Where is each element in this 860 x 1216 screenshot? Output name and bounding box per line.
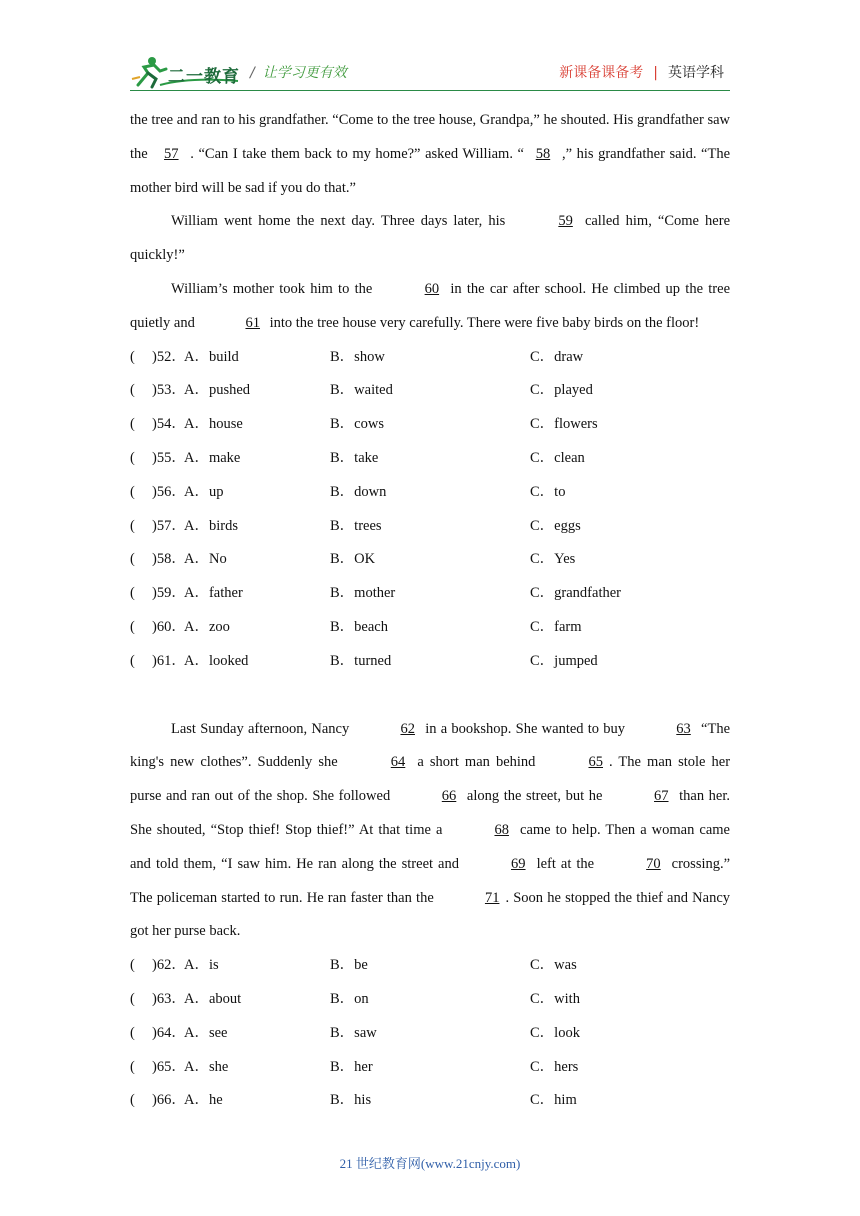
question-item: ( )65． A．she B．her C．hers [130, 1058, 579, 1075]
question-item: ( )64． A．see B．saw C．look [130, 1024, 580, 1041]
passage2: Last Sunday afternoon, Nancy 62 in a bookshop. She wanted to buy 63 “The king's new clothes”. Suddenly she 64 a short man behind 65 . The man stole her purse and ran out of the shop. She followed 66 along the street, but he 67 than her. She shouted, “Stop thief! Stop thief!” At that time a 68 came to help. Then a woman came and told them, “I saw him. He ran along the street and 69 left at the 70 crossing.” The policeman started to run. He ran faster than the 71 . Soon he stopped the thief and Nancy got her purse back. [130, 713, 730, 950]
subject-name: 英语学科 [668, 65, 724, 81]
question-item: ( )62． A．is B．be C．was [130, 957, 577, 974]
slogan: / 让学习更有效 [250, 65, 347, 81]
question-item: ( )55． A．make B．take C．clean [130, 449, 585, 466]
blank-62: 62 [400, 720, 415, 737]
course-label: 新课备课备考 [559, 65, 644, 81]
question-list-2 [130, 949, 730, 1118]
question-item: ( )58． A．No B．OK C．Yes [130, 551, 576, 568]
document-body [130, 104, 730, 1118]
question-item: ( )59． A．father B．mother C．grandfather [130, 585, 621, 602]
passage1-paragraph1: the tree and ran to his grandfather. “Come to the tree house, Grandpa,” he shouted. His grandfather saw the 57 . “Can I take them back to my home?” asked William. “ 58 ,” his grandfather said. “The mother bird will be sad if you do that.” [130, 112, 731, 196]
question-item: ( )53． A．pushed B．waited C．played [130, 382, 593, 399]
blank-68: 68 [494, 821, 509, 838]
question-item: ( )57． A．birds B．trees C．eggs [130, 517, 581, 534]
page-header [0, 0, 860, 100]
question-item: ( )60． A．zoo B．beach C．farm [130, 618, 582, 635]
question-item: ( )66． A．he B．his C．him [130, 1092, 577, 1109]
header-divider [130, 90, 730, 91]
blank-61: 61 [245, 314, 260, 331]
subject-label: 新课备课备考 | 英语学科 [559, 65, 724, 81]
blank-63: 63 [676, 720, 691, 737]
blank-58: 58 [535, 145, 551, 162]
question-item: ( )54． A．house B．cows C．flowers [130, 416, 598, 433]
question-item: ( )52． A．build B．show C．draw [130, 348, 584, 365]
blank-69: 69 [511, 855, 526, 872]
question-item: ( )63． A．about B．on C．with [130, 990, 580, 1007]
blank-66: 66 [441, 788, 457, 805]
logo-text: 二一教育 [168, 67, 240, 87]
question-list-1 [130, 341, 730, 679]
blank-67: 67 [654, 788, 669, 805]
question-item: ( )61． A．looked B．turned C．jumped [130, 652, 598, 669]
question-item: ( )56． A．up B．down C．to [130, 483, 566, 500]
blank-64: 64 [390, 754, 406, 771]
blank-57: 57 [164, 145, 179, 162]
blank-71: 71 [484, 889, 500, 906]
page-footer[interactable]: 21 世纪教育网(www.21cnjy.com) [339, 1156, 521, 1171]
blank-60: 60 [424, 280, 440, 297]
passage1-paragraph2: William went home the next day. Three days later, his 59 called him, “Come here quickly!” [130, 205, 730, 273]
blank-70: 70 [646, 855, 661, 872]
passage1-paragraph3: William’s mother took him to the 60 in the car after school. He climbed up the tree quietly and 61 into the tree house very carefully. There were five baby birds on the floor! [130, 273, 730, 341]
slogan-text: 让学习更有效 [262, 65, 347, 81]
blank-59: 59 [558, 213, 573, 230]
blank-65: 65 [588, 754, 603, 771]
